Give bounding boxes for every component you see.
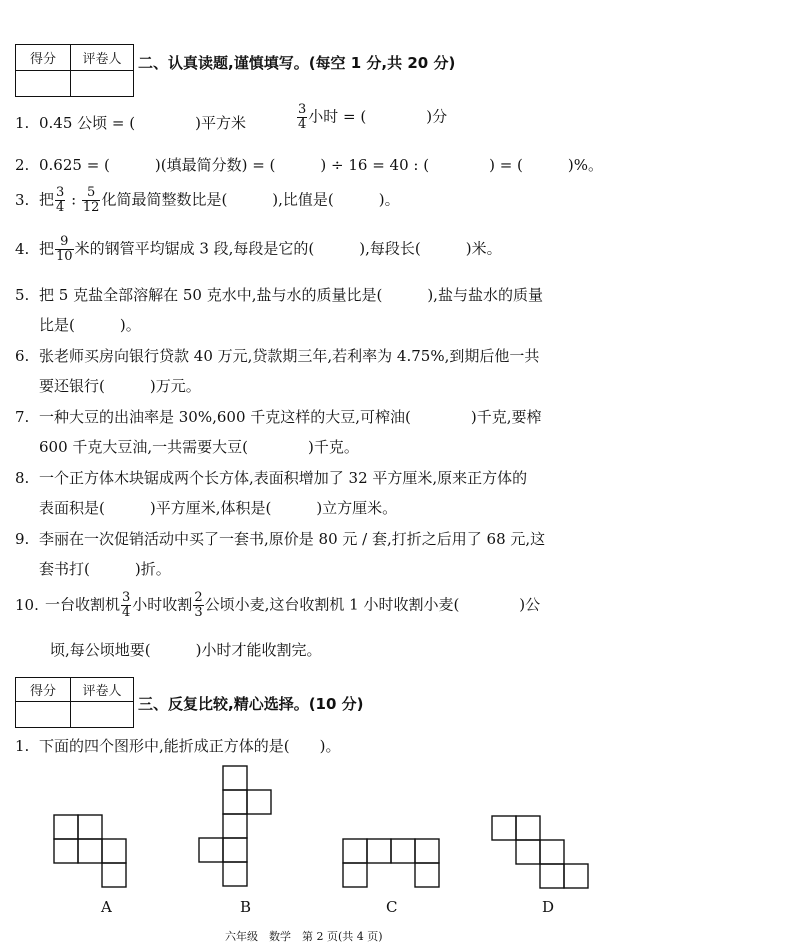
cube-net-c[interactable] xyxy=(343,839,439,887)
question-9-line2: 套书打( )折。 xyxy=(39,560,171,578)
figure-label-a: A xyxy=(101,898,112,916)
cube-net-a[interactable] xyxy=(54,815,126,887)
question-7: 7. 一种大豆的出油率是 30%,600 千克这样的大豆,可榨油( )千克,要榨 xyxy=(15,408,542,426)
question-2: 2. 0.625 = ( )(填最简分数) = ( ) ÷ 16 = 40 : ( ) = ( )%。 xyxy=(15,156,604,174)
question-10-line2: 顷,每公顷地要( )小时才能收割完。 xyxy=(50,641,322,659)
score-cell[interactable] xyxy=(16,702,71,728)
reviewer-cell[interactable] xyxy=(71,71,134,97)
reviewer-cell[interactable] xyxy=(71,702,134,728)
fraction: $\frac{3}{4}$ xyxy=(122,590,131,620)
question-7-line2: 600 千克大豆油,一共需要大豆( )千克。 xyxy=(39,438,359,456)
figure-label-b: B xyxy=(240,898,252,916)
choice-question-1: 1. 下面的四个图形中,能折成正方体的是( )。 xyxy=(15,737,341,755)
fraction: $\frac{9}{10}$ xyxy=(56,234,73,264)
fraction: $\frac{3}{4}$ xyxy=(298,102,307,132)
figure-label-d: D xyxy=(542,898,555,916)
score-table-section2 xyxy=(15,44,134,97)
question-8-line2: 表面积是( )平方厘米,体积是( )立方厘米。 xyxy=(39,499,398,517)
cube-net-b[interactable] xyxy=(199,766,271,886)
question-6: 6. 张老师买房向银行贷款 40 万元,贷款期三年,若利率为 4.75%,到期后他一共 xyxy=(15,347,540,365)
question-4: 4. 把 $\frac{9}{10}$ 米的钢管平均锯成 3 段,每段是它的( ),每段长( )米。 xyxy=(15,234,502,264)
score-label: 得分 xyxy=(16,45,71,71)
fraction: $\frac{5}{12}$ xyxy=(82,185,100,215)
section2-title: 二、认真读题,谨慎填写。(每空 1 分,共 20 分) xyxy=(138,54,456,72)
question-1: 1. 0.45 公顷 = ( )平方米 xyxy=(15,114,246,132)
question-3: 3. 把 $\frac{3}{4}$ : $\frac{5}{12}$ 化简最简整数比是( ),比值是( )。 xyxy=(15,185,400,215)
score-cell[interactable] xyxy=(16,71,71,97)
fraction: $\frac{3}{4}$ xyxy=(56,185,65,215)
question-5: 5. 把 5 克盐全部溶解在 50 克水中,盐与水的质量比是( ),盐与盐水的质量 xyxy=(15,286,543,304)
score-label: 得分 xyxy=(16,678,71,702)
cube-net-d[interactable] xyxy=(492,816,588,888)
question-8: 8. 一个正方体木块锯成两个长方体,表面积增加了 32 平方厘米,原来正方体的 xyxy=(15,469,528,487)
cube-net-figures xyxy=(0,755,794,900)
score-table-section3 xyxy=(15,677,134,728)
section3-title: 三、反复比较,精心选择。(10 分) xyxy=(138,695,364,713)
question-6-line2: 要还银行( )万元。 xyxy=(39,377,201,395)
question-5-line2: 比是( )。 xyxy=(39,316,141,334)
page-footer: 六年级 数学 第 2 页(共 4 页) xyxy=(225,930,383,943)
figure-label-c: C xyxy=(386,898,398,916)
question-10: 10. 一台收割机 $\frac{3}{4}$ 小时收割 $\frac{2}{3}$ 公顷小麦,这台收割机 1 小时收割小麦( )公 xyxy=(15,590,541,620)
question-1-part2: $\frac{3}{4}$ 小时 = ( )分 xyxy=(298,102,448,132)
fraction: $\frac{2}{3}$ xyxy=(194,590,203,620)
reviewer-label: 评卷人 xyxy=(71,45,134,71)
question-9: 9. 李丽在一次促销活动中买了一套书,原价是 80 元 / 套,打折之后用了 68 元,这 xyxy=(15,530,546,548)
reviewer-label: 评卷人 xyxy=(71,678,134,702)
